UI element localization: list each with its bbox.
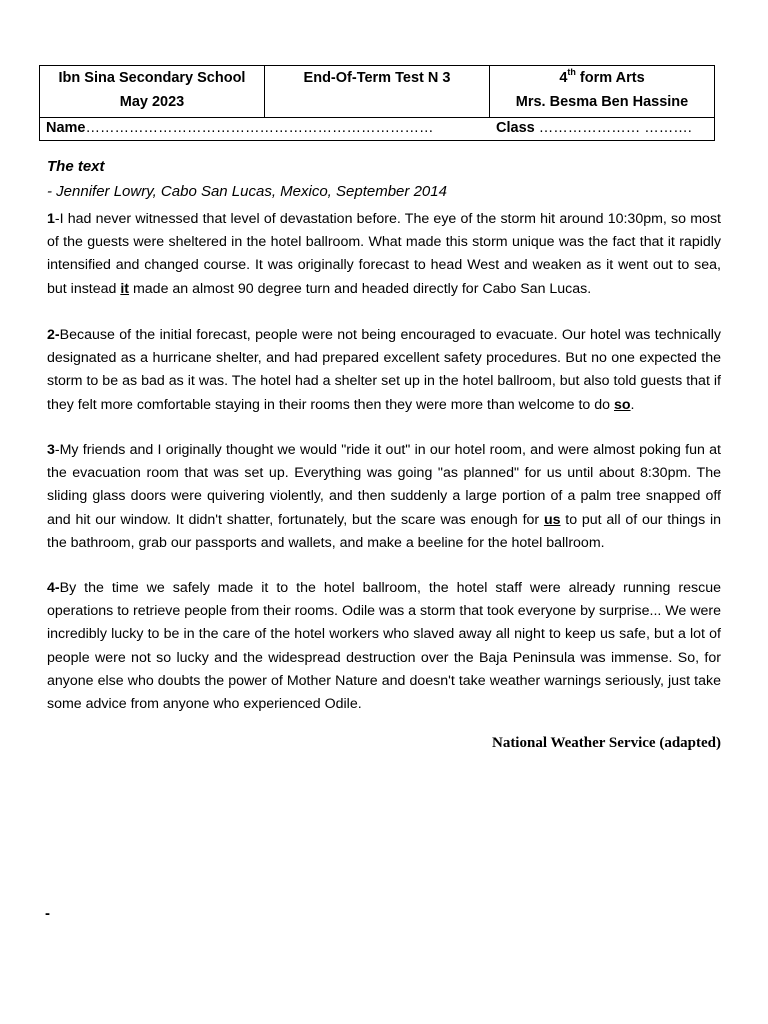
paragraph-3 (47, 439, 721, 555)
paragraph-text: -My friends and I originally thought we would "ride it out" in our hotel room, and were almost poking fun at the evacuation room that was set up. Everything was going "as planned" for us until about 8:30pm. The sliding glass doors were quivering violently, and then suddenly a large portion of a palm tree snapped off and hit our window. It didn't shatter, fortunately, but the scare was enough for (47, 442, 721, 528)
name-label: Name (46, 120, 86, 136)
paragraph-number: 2- (47, 327, 60, 343)
paragraph-text: By the time we safely made it to the hotel ballroom, the hotel staff were already running rescue operations to retrieve people from their rooms. Odile was a storm that took everyone by surprise... We were incredibly lucky to be in the care of the hotel workers who slaved away all night to keep us safe, but a lot of people were not so lucky and the widespread destruction over the Baja Peninsula was immense. So, for anyone else who doubts the power of Mother Nature and doesn't take weather warnings seriously, just take some advice from anyone who experienced Odile. (47, 580, 721, 713)
section-title: The text (47, 158, 105, 175)
paragraph-text: made an almost 90 degree turn and headed directly for Cabo San Lucas. (129, 280, 592, 297)
reference-word: it (120, 280, 130, 297)
class-dots: ………………… ………. (534, 120, 692, 136)
reference-word: so (613, 396, 631, 413)
paragraph-text: Because of the initial forecast, people were not being encouraged to evacuate. Our hotel was technically designated as a hurricane shelter, and had prepared excellent safety procedures. But no one expected the storm to be as bad as it was. The hotel had a shelter set up in the hotel ballroom, but also told guests that if they felt more comfortable staying in their rooms then they were more than welcome to do (47, 327, 721, 413)
test-cell (265, 66, 490, 118)
teacher-name: Mrs. Besma Ben Hassine (515, 94, 689, 110)
paragraph-number: 3 (47, 442, 55, 458)
paragraph-4 (47, 577, 721, 716)
paragraph-2 (47, 324, 721, 417)
header-table (39, 65, 715, 141)
class-field[interactable] (496, 118, 692, 138)
form-number: 4 (559, 70, 568, 86)
form-label: form Arts (575, 70, 645, 86)
school-name: Ibn Sina Secondary School (58, 70, 246, 86)
paragraph-1 (47, 208, 721, 301)
name-class-row (40, 118, 715, 141)
paragraph-text: . (630, 396, 635, 413)
paragraph-text: to put all of our things in the bathroom, grab our passports and wallets, and make a beeline for the hotel ballroom. (47, 511, 721, 551)
form-level (490, 66, 714, 90)
paragraph-text: -I had never witnessed that level of devastation before. The eye of the storm hit around 10:30pm, so most of the guests were sheltered in the hotel ballroom. What made this storm unique was the fact that it rapidly intensified and changed course. It was originally forecast to head West and weaken as it went out to sea, but instead (47, 211, 721, 297)
test-date: May 2023 (119, 94, 185, 110)
name-dots: ……………………………………………………………… (85, 120, 434, 136)
test-title: End-Of-Term Test N 3 (303, 70, 451, 86)
source-citation: National Weather Service (adapted) (491, 735, 721, 751)
form-ordinal: th (567, 67, 576, 78)
paragraph-number: 1 (47, 211, 55, 227)
reference-word: us (543, 511, 561, 528)
paragraph-number: 4- (47, 580, 60, 596)
class-label: Class (496, 120, 535, 136)
footer-dash: - (45, 905, 50, 922)
school-cell (40, 66, 265, 118)
name-field[interactable] (46, 118, 434, 138)
class-info-cell (490, 66, 715, 118)
author-line: - Jennifer Lowry, Cabo San Lucas, Mexico, September 2014 (47, 183, 447, 200)
